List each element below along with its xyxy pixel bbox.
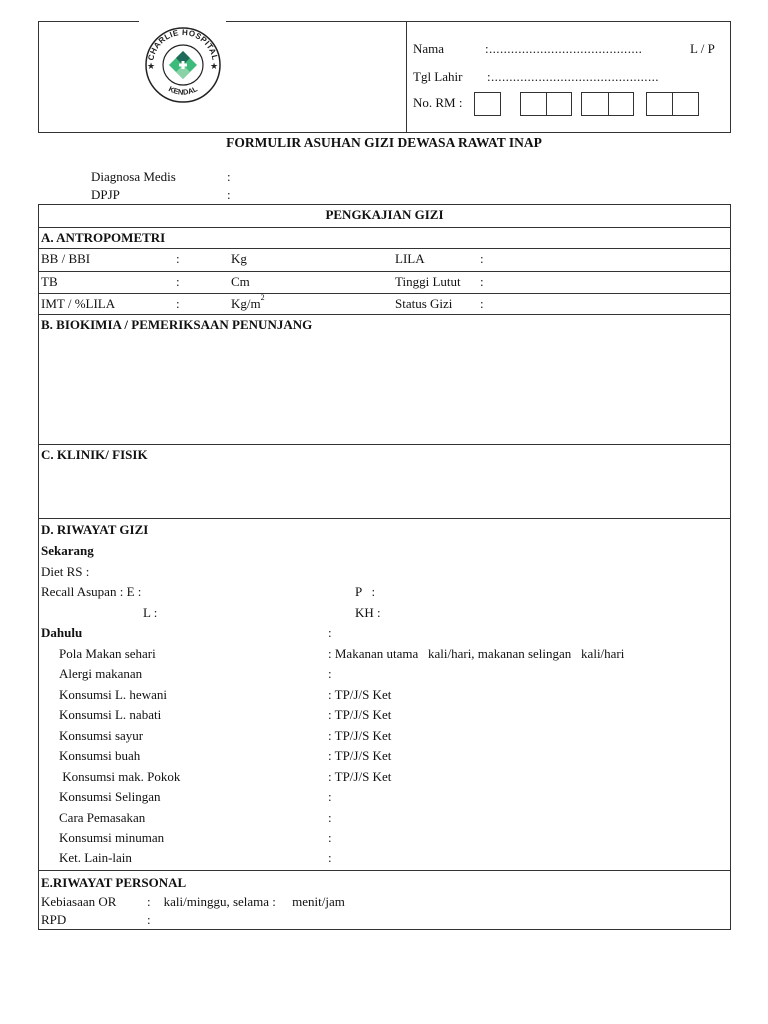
divider-a1 <box>38 248 731 249</box>
kebiasaan-or-label: Kebiasaan OR <box>41 894 117 909</box>
cara-pemasakan-label: Cara Pemasakan <box>59 810 146 825</box>
dahulu-label: Dahulu <box>41 625 83 640</box>
klinik-area[interactable] <box>39 464 729 516</box>
konsumsi-buah-label: Konsumsi buah <box>59 748 141 763</box>
diet-rs-label[interactable]: Diet RS : <box>41 564 90 579</box>
konsumsi-nabati-value[interactable]: : TP/J/S Ket <box>328 707 392 722</box>
gender-option[interactable]: L / P <box>690 41 715 56</box>
svg-text:★: ★ <box>210 62 219 72</box>
status-gizi-label: Status Gizi <box>395 296 453 311</box>
pengkajian-title: PENGKAJIAN GIZI <box>325 207 444 222</box>
biokimia-title: B. BIOKIMIA / PEMERIKSAAN PENUNJANG <box>41 317 313 332</box>
tgl-lahir-field[interactable]: :.............................................. <box>487 69 659 84</box>
antropometri-title: A. ANTROPOMETRI <box>41 230 166 245</box>
hospital-logo <box>141 20 225 106</box>
imt-label: IMT / %LILA <box>41 296 116 311</box>
klinik-title: C. KLINIK/ FISIK <box>41 447 148 462</box>
konsumsi-selingan-value[interactable]: : <box>328 789 332 804</box>
riwayat-gizi-title: D. RIWAYAT GIZI <box>41 522 149 537</box>
imt-unit-text: Kg/m <box>231 296 261 311</box>
divider-a2 <box>38 271 731 272</box>
header-top-left-line <box>38 21 139 22</box>
lila-colon[interactable]: : <box>480 251 484 266</box>
divider-c-end <box>38 518 731 519</box>
rm-box-2-split <box>546 92 547 116</box>
recall-p-label[interactable]: P : <box>355 584 376 599</box>
recall-e-label[interactable]: Recall Asupan : E : <box>41 584 142 599</box>
form-title: FORMULIR ASUHAN GIZI DEWASA RAWAT INAP <box>226 135 542 150</box>
recall-l-label[interactable]: L : <box>143 605 158 620</box>
diagnosa-colon[interactable]: : <box>227 169 231 184</box>
header-top-right-line <box>226 21 731 22</box>
nama-label: Nama <box>413 41 445 56</box>
ket-lain-value[interactable]: : <box>328 850 332 865</box>
recall-kh-label[interactable]: KH : <box>355 605 381 620</box>
logo-top-text: CHARLIE HOSPITAL <box>146 27 220 62</box>
alergi-makanan-value[interactable]: : <box>328 666 332 681</box>
dpjp-label: DPJP <box>91 187 120 202</box>
sekarang-label: Sekarang <box>41 543 94 558</box>
hospital-logo-icon <box>141 20 225 106</box>
status-gizi-colon[interactable]: : <box>480 296 484 311</box>
divider-a3 <box>38 293 731 294</box>
rm-box-4-split <box>672 92 673 116</box>
konsumsi-sayur-label: Konsumsi sayur <box>59 728 144 743</box>
imt-unit <box>231 293 265 311</box>
tb-colon[interactable]: : <box>176 274 180 289</box>
divider-d-end <box>38 870 731 871</box>
nama-field[interactable]: :.......................................... <box>485 41 643 56</box>
divider-a-end <box>38 314 731 315</box>
konsumsi-selingan-label: Konsumsi Selingan <box>59 789 161 804</box>
tb-unit: Cm <box>231 274 250 289</box>
divider-pengkajian <box>38 227 731 228</box>
tgl-lahir-label: Tgl Lahir <box>413 69 463 84</box>
pola-makan-value[interactable]: : Makanan utama kali/hari, makanan selingan kali/hari <box>328 646 625 661</box>
tinggi-lutut-colon[interactable]: : <box>480 274 484 289</box>
divider-b-end <box>38 444 731 445</box>
alergi-makanan-label: Alergi makanan <box>59 666 143 681</box>
dahulu-colon: : <box>328 625 332 640</box>
bb-colon[interactable]: : <box>176 251 180 266</box>
riwayat-personal-title: E.RIWAYAT PERSONAL <box>41 875 187 890</box>
konsumsi-minuman-value[interactable]: : <box>328 830 332 845</box>
no-rm-label: No. RM : <box>413 95 463 110</box>
biokimia-area[interactable] <box>39 334 729 442</box>
svg-text:★: ★ <box>147 62 156 72</box>
logo-bottom-text: KENDAL <box>167 84 199 97</box>
konsumsi-pokok-label: Konsumsi mak. Pokok <box>59 769 181 784</box>
konsumsi-hewani-value[interactable]: : TP/J/S Ket <box>328 687 392 702</box>
konsumsi-pokok-value[interactable]: : TP/J/S Ket <box>328 769 392 784</box>
svg-text:KENDAL <box>167 84 199 97</box>
konsumsi-hewani-label: Konsumsi L. hewani <box>59 687 167 702</box>
rm-box-3-split <box>608 92 609 116</box>
cara-pemasakan-value[interactable]: : <box>328 810 332 825</box>
kebiasaan-or-value[interactable]: : kali/minggu, selama : menit/jam <box>147 894 345 909</box>
bb-label: BB / BBI <box>41 251 91 266</box>
tinggi-lutut-label: Tinggi Lutut <box>395 274 461 289</box>
pola-makan-label: Pola Makan sehari <box>59 646 156 661</box>
rm-box-1[interactable] <box>474 92 501 116</box>
imt-colon[interactable]: : <box>176 296 180 311</box>
rpd-label: RPD <box>41 912 67 927</box>
header-divider <box>406 21 407 133</box>
konsumsi-sayur-value[interactable]: : TP/J/S Ket <box>328 728 392 743</box>
ket-lain-label: Ket. Lain-lain <box>59 850 132 865</box>
konsumsi-nabati-label: Konsumsi L. nabati <box>59 707 162 722</box>
imt-unit-sup: 2 <box>260 293 265 302</box>
tb-label: TB <box>41 274 58 289</box>
lila-label: LILA <box>395 251 425 266</box>
bb-unit: Kg <box>231 251 247 266</box>
konsumsi-buah-value[interactable]: : TP/J/S Ket <box>328 748 392 763</box>
konsumsi-minuman-label: Konsumsi minuman <box>59 830 165 845</box>
diagnosa-label: Diagnosa Medis <box>91 169 176 184</box>
dpjp-colon[interactable]: : <box>227 187 231 202</box>
rpd-colon[interactable]: : <box>147 912 151 927</box>
